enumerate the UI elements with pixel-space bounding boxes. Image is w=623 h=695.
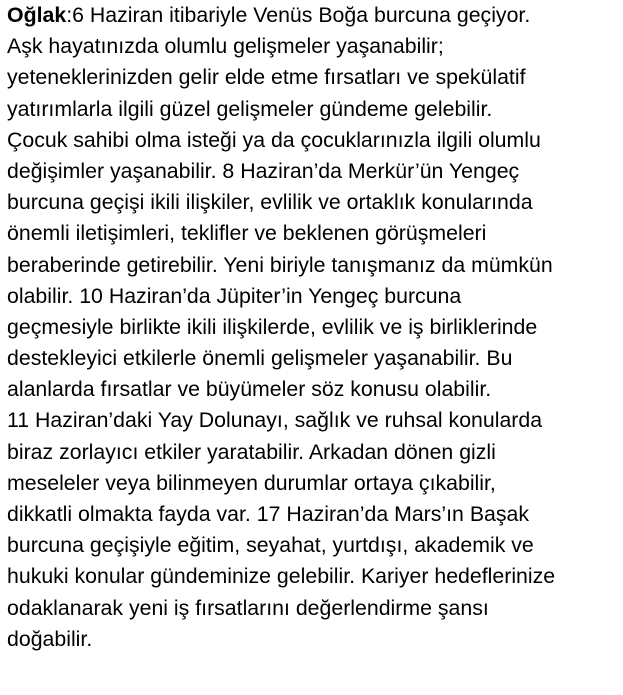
article-line: yatırımlarla ilgili güzel gelişmeler gündeme gelebilir. [7,96,493,121]
article-line: beraberinde getirebilir. Yeni biriyle tanışmanız da mümkün [7,252,553,277]
article-line: meseleler veya bilinmeyen durumlar ortaya çıkabilir, [7,470,496,495]
article-line: doğabilir. [7,626,93,651]
article-line: önemli iletişimleri, teklifler ve beklenen görüşmeleri [7,221,487,246]
article-line-text: :6 Haziran itibariyle Venüs Boğa burcuna geçiyor. [66,3,531,27]
article-line: Çocuk sahibi olma isteği ya da çocuklarınızla ilgili olumlu [7,127,541,152]
sign-name: Oğlak [7,3,67,27]
article-line: geçmesiyle birlikte ikili ilişkilerde, evlilik ve iş birliklerinde [7,314,538,339]
horoscope-article [7,0,619,655]
article-line: alanlarda fırsatlar ve büyümeler söz konusu olabilir. [7,377,492,402]
article-line: hukuki konular gündeminize gelebilir. Kariyer hedeflerinize [7,564,556,589]
article-line: burcuna geçişiyle eğitim, seyahat, yurtdışı, akademik ve [7,533,534,558]
article-line: değişimler yaşanabilir. 8 Haziran’da Merkür’ün Yengeç [7,158,520,183]
article-line: odaklanarak yeni iş fırsatlarını değerlendirme şansı [7,595,489,620]
article-line: olabilir. 10 Haziran’da Jüpiter’in Yengeç burcuna [7,283,462,308]
article-line: destekleyici etkilerle önemli gelişmeler yaşanabilir. Bu [7,346,513,371]
article-line: biraz zorlayıcı etkiler yaratabilir. Arkadan dönen gizli [7,439,496,464]
article-line: yeteneklerinizden gelir elde etme fırsatları ve spekülatif [7,65,526,90]
article-line: 11 Haziran’daki Yay Dolunayı, sağlık ve ruhsal konularda [7,408,543,433]
article-line: Aşk hayatınızda olumlu gelişmeler yaşanabilir; [7,34,444,59]
article-line: dikkatli olmakta fayda var. 17 Haziran’da Mars’ın Başak [7,502,530,526]
article-line: burcuna geçişi ikili ilişkiler, evlilik ve ortaklık konularında [7,190,533,215]
article-line [7,0,619,31]
